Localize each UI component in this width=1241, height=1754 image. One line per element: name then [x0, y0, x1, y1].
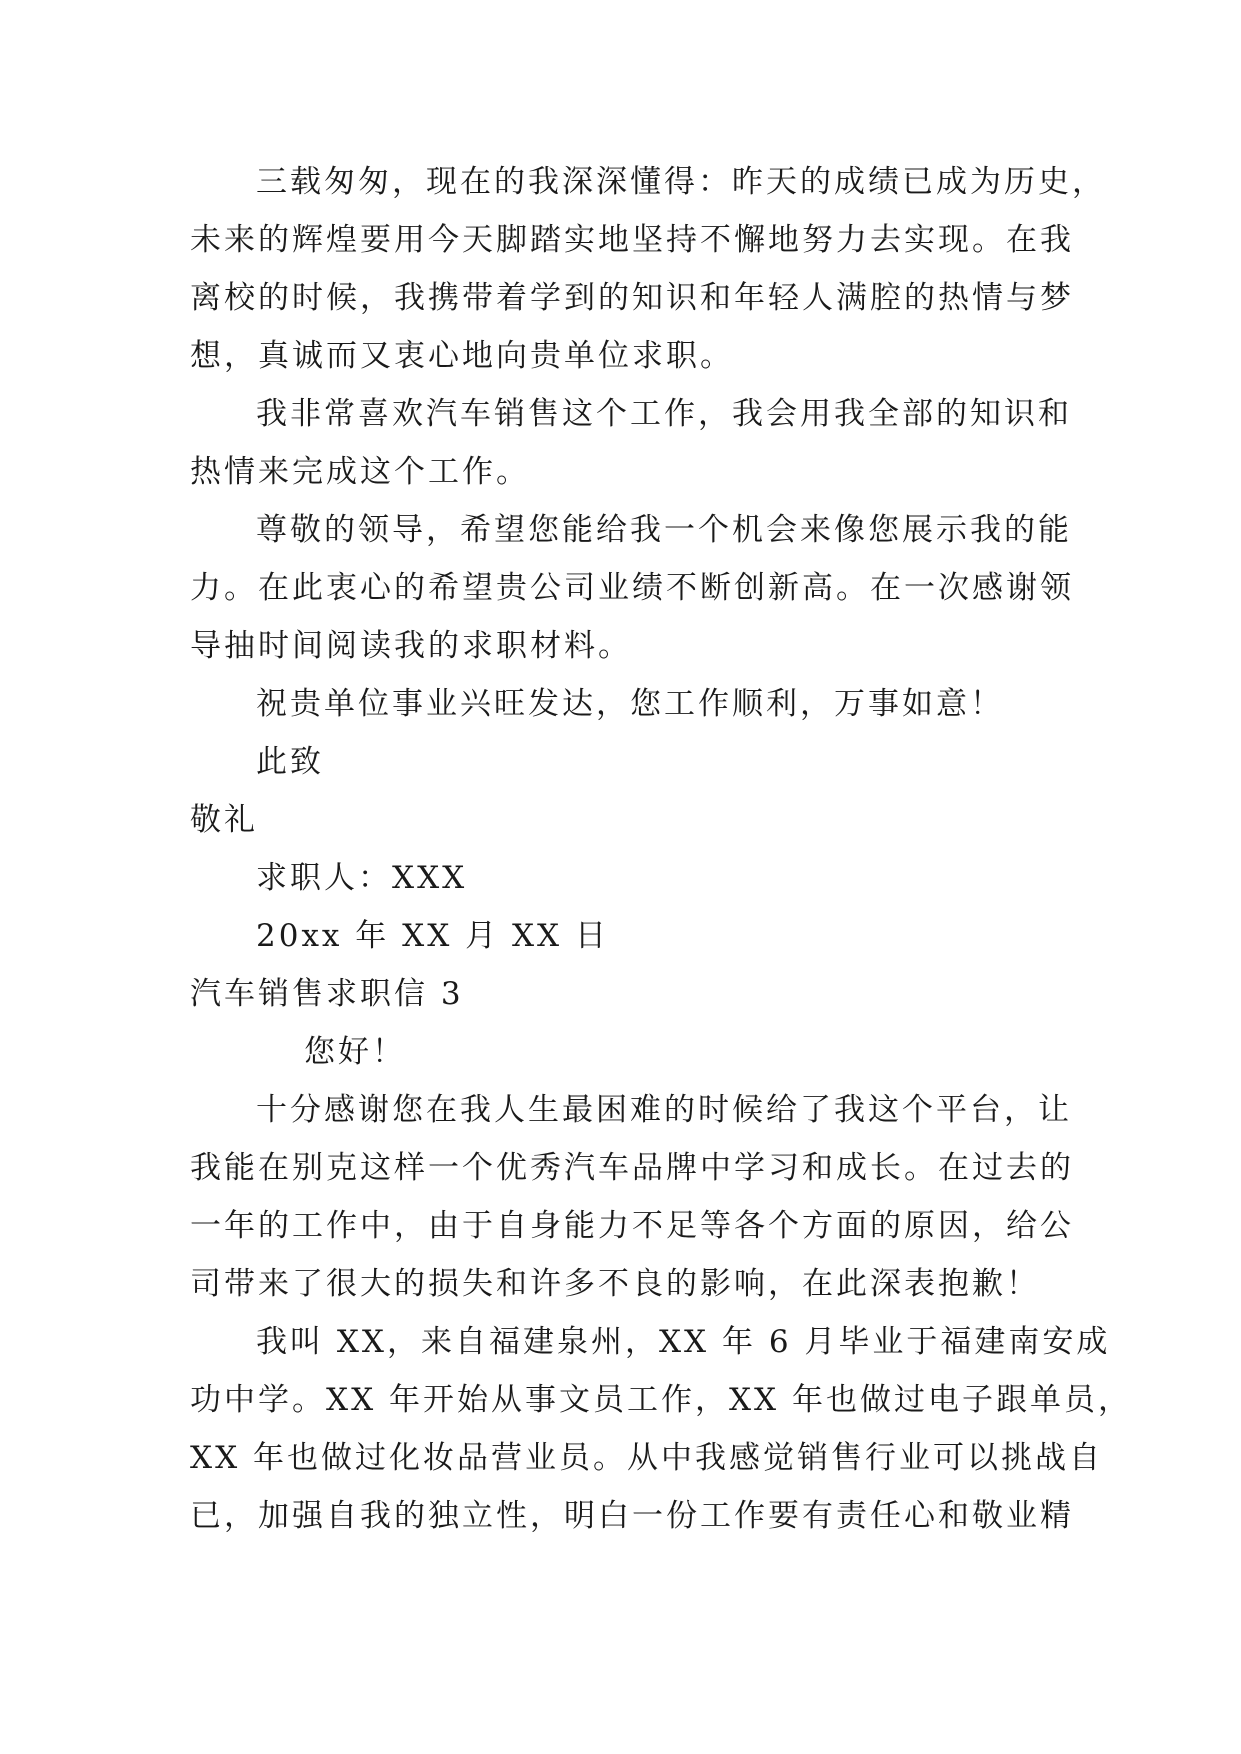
closing-salutation: 敬礼 [190, 802, 258, 838]
signature: 求职人：XXX [256, 860, 468, 896]
paragraph-line: 导抽时间阅读我的求职材料。 [190, 628, 632, 664]
paragraph-line: 热情来完成这个工作。 [190, 454, 530, 490]
paragraph-line: 力。在此衷心的希望贵公司业绩不断创新高。在一次感谢领 [190, 570, 1074, 606]
paragraph-line: 我能在别克这样一个优秀汽车品牌中学习和成长。在过去的 [190, 1150, 1074, 1186]
greeting: 您好！ [304, 1034, 406, 1070]
closing-wish: 祝贵单位事业兴旺发达，您工作顺利，万事如意！ [256, 686, 1004, 722]
paragraph-line: 已，加强自我的独立性，明白一份工作要有责任心和敬业精 [190, 1498, 1074, 1534]
closing-phrase: 此致 [256, 744, 324, 780]
paragraph-line: 十分感谢您在我人生最困难的时候给了我这个平台，让 [256, 1092, 1072, 1128]
paragraph-line: 司带来了很大的损失和许多不良的影响，在此深表抱歉！ [190, 1266, 1040, 1302]
paragraph-line: 我叫 XX，来自福建泉州，XX 年 6 月毕业于福建南安成 [256, 1324, 1111, 1360]
paragraph-line: 离校的时候，我携带着学到的知识和年轻人满腔的热情与梦 [190, 280, 1074, 316]
paragraph-line: 功中学。XX 年开始从事文员工作，XX 年也做过电子跟单员， [190, 1382, 1132, 1418]
paragraph-line: 三载匆匆，现在的我深深懂得：昨天的成绩已成为历史， [256, 164, 1106, 200]
paragraph-line: 想，真诚而又衷心地向贵单位求职。 [190, 338, 734, 374]
paragraph-line: 未来的辉煌要用今天脚踏实地坚持不懈地努力去实现。在我 [190, 222, 1074, 258]
paragraph-line: XX 年也做过化妆品营业员。从中我感觉销售行业可以挑战自 [190, 1440, 1103, 1476]
paragraph-line: 一年的工作中，由于自身能力不足等各个方面的原因，给公 [190, 1208, 1074, 1244]
paragraph-line: 我非常喜欢汽车销售这个工作，我会用我全部的知识和 [256, 396, 1072, 432]
date: 20xx 年 XX 月 XX 日 [256, 918, 609, 954]
paragraph-line: 尊敬的领导，希望您能给我一个机会来像您展示我的能 [256, 512, 1072, 548]
section-title: 汽车销售求职信 3 [190, 976, 464, 1012]
